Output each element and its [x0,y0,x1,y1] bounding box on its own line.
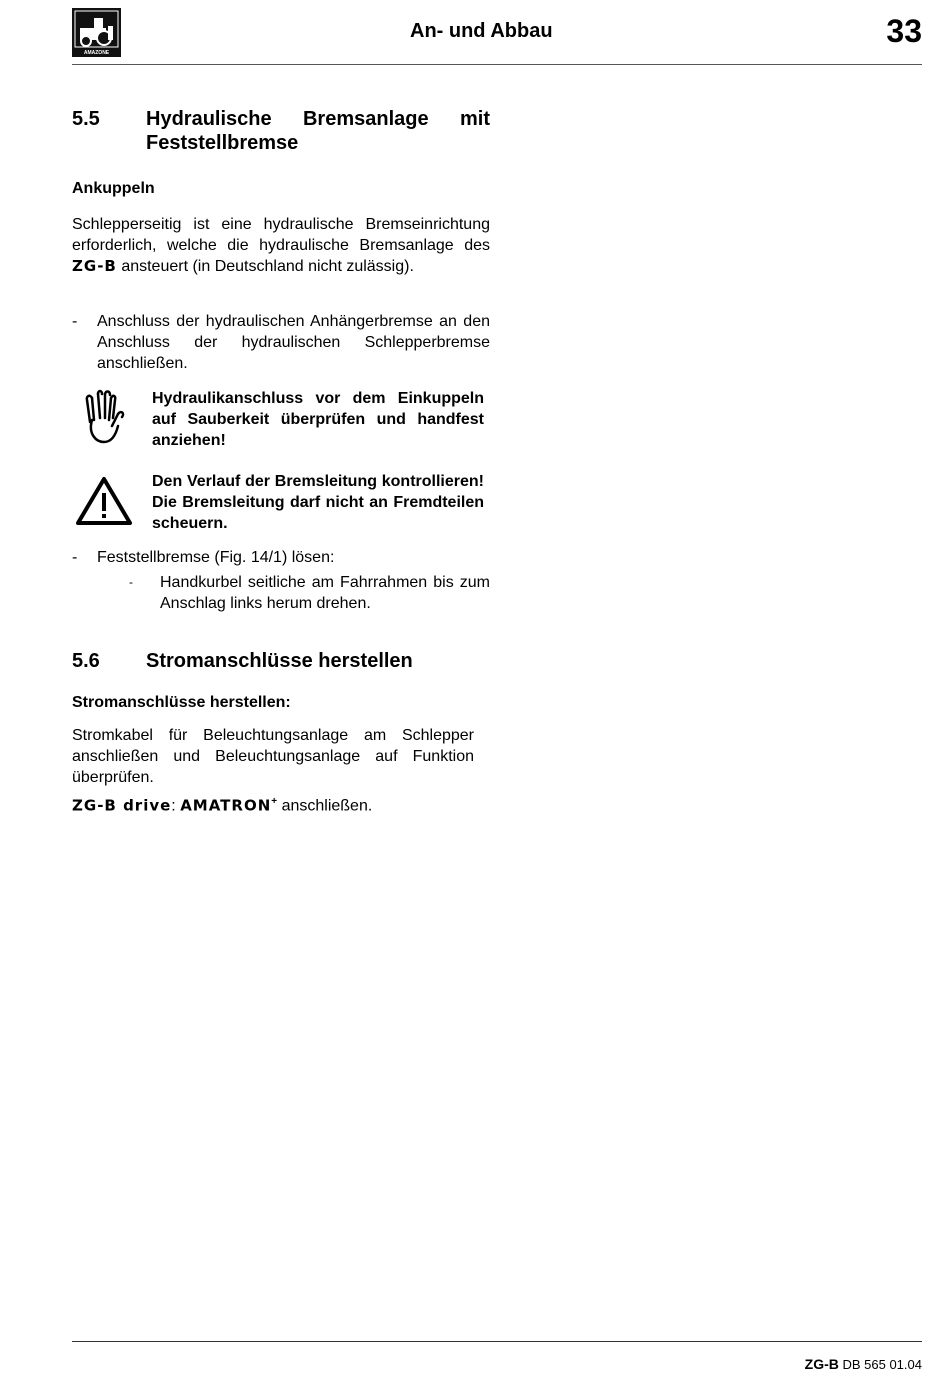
section-title: Stromanschlüsse herstellen [146,650,413,672]
section-number: 5.5 [72,108,100,130]
hand-stop-icon [72,388,134,450]
brand-amatron: AMATRON [180,796,272,815]
subheading-stromanschluesse: Stromanschlüsse herstellen: [72,694,291,711]
footer-model: ZG-B [804,1356,839,1372]
intro-paragraph: Schlepperseitig ist eine hydraulische Bremseinrichtung erforderlich, welche die hydraulische Bremsanlage des ZG-B ansteuert (in Deutschland nicht zulässig). [72,216,490,275]
svg-text:AMAZONE: AMAZONE [83,50,110,56]
footer-doc: DB 565 01.04 [842,1357,922,1372]
subheading-ankuppeln: Ankuppeln [72,180,155,197]
section-number: 5.6 [72,650,100,672]
section-5-6-heading [72,649,490,673]
section-5-5-heading [72,107,490,155]
footer [805,1356,922,1372]
sub-list-item: - Handkurbel seitliche am Fahrrahmen bis zum Anschlag links herum drehen. [129,574,490,612]
brand-zgb: ZG-B [72,257,117,275]
list-item: - Anschluss der hydraulischen Anhängerbremse an den Anschluss der hydraulischen Schlepperbremse anschließen. [72,313,490,372]
hand-note: Hydraulikanschluss vor dem Einkuppeln auf Sauberkeit überprüfen und handfest anziehen! [72,388,490,451]
list-item: - Feststellbremse (Fig. 14/1) lösen: [72,549,335,566]
section-title: Hydraulische Bremsanlage mit Feststellbremse [146,108,490,154]
amatron-line: ZG-B drive: AMATRON+ anschließen. [72,796,373,815]
warning-note: Den Verlauf der Bremsleitung kontrollieren! Die Bremsleitung darf nicht an Fremdteilen scheuern. [72,471,490,534]
header-divider [72,64,922,65]
header-title: An- und Abbau [410,20,553,42]
page-number: 33 [886,13,922,49]
warning-triangle-icon [76,473,138,535]
brand-zgb-drive: ZG-B drive [72,796,172,815]
footer-divider [72,1341,922,1342]
strom-paragraph: Stromkabel für Beleuchtungsanlage am Schlepper anschließen und Beleuchtungsanlage auf Funktion überprüfen. [72,727,474,786]
amazone-logo [72,8,121,57]
